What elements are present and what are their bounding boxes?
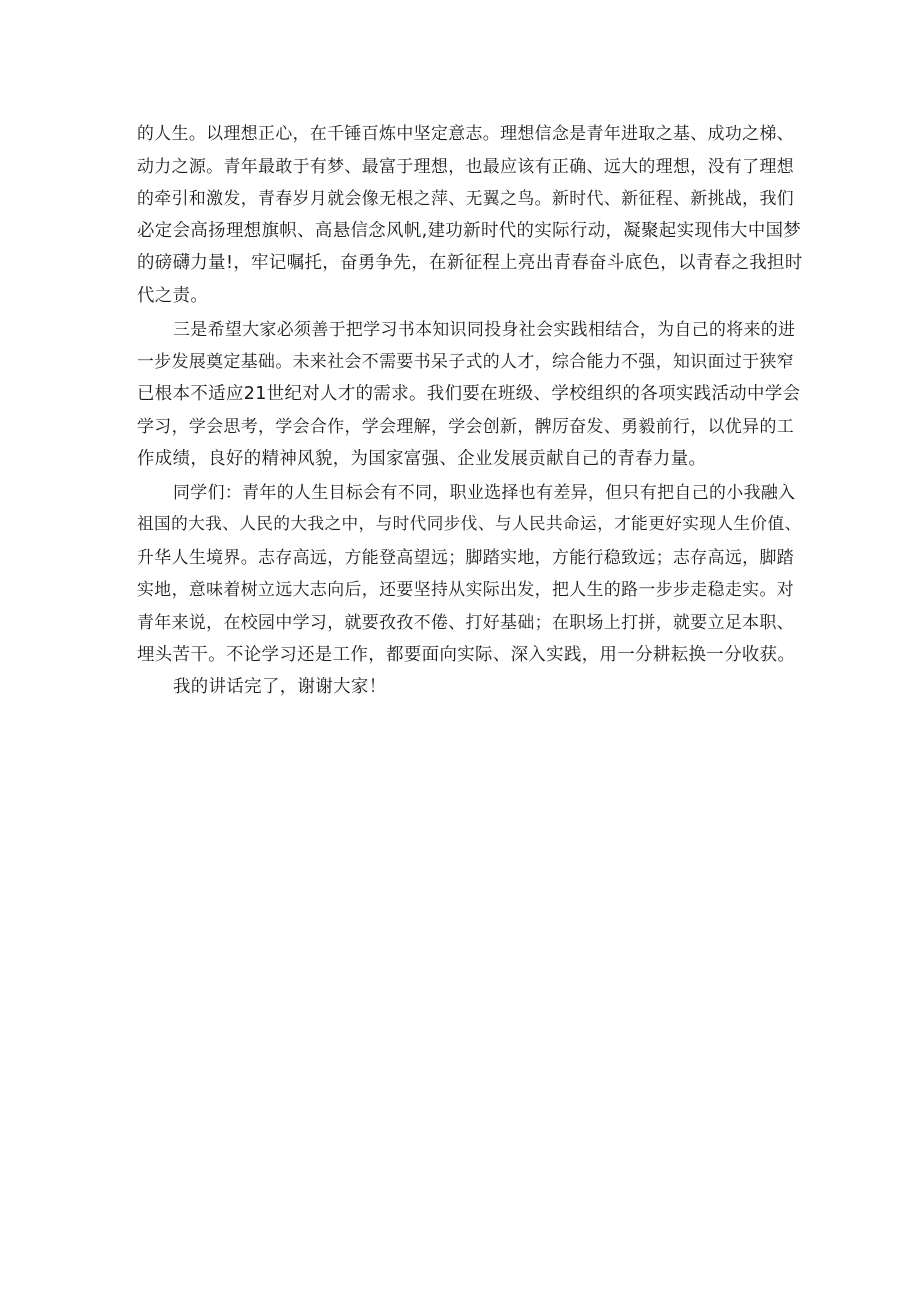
text-line: 代之责。 [137,285,209,306]
text-line: 埋头苦干。不论学习还是工作，都要面向实际、深入实践，用一分耕耘换一分收获。 [137,644,796,665]
text-line: 作成绩，良好的精神风貌，为国家富强、企业发展贡献自己的青春力量。 [137,448,707,469]
text-line: 三是希望大家必须善于把学习书本知识同投身社会实践相结合，为自己的将来的进 [173,318,796,339]
text-line: 的磅礴力量!，牢记嘱托，奋勇争先，在新征程上亮出青春奋斗底色，以青春之我担时 [137,253,803,274]
speech-body [137,117,803,704]
text-line: 的人生。以理想正心，在千锤百炼中坚定意志。理想信念是青年进取之基、成功之梯、 [137,123,795,143]
paragraph-closing [137,671,803,704]
text-line: 同学们：青年的人生目标会有不同，职业选择也有差异，但只有把自己的小我融入 [173,481,796,502]
text-line: 我的讲话完了，谢谢大家！ [173,677,387,698]
text-line: 必定会高扬理想旗帜、高悬信念风帆,建功新时代的实际行动，凝聚起实现伟大中国梦 [137,220,802,241]
text-line: 青年来说，在校园中学习，就要孜孜不倦、打好基础；在职场上打拼，就要立足本职、 [137,611,795,632]
paragraph-ideals [137,117,803,313]
text-line: 的牵引和激发，青春岁月就会像无根之萍、无翼之鸟。新时代、新征程、新挑战，我们 [137,188,795,209]
text-line: 已根本不适应21世纪对人才的需求。我们要在班级、学校组织的各项实践活动中学会 [137,383,801,404]
text-line: 祖国的大我、人民的大我之中，与时代同步伐、与人民共命运，才能更好实现人生价值、 [137,514,802,534]
text-line: 实地，意味着树立远大志向后，还要坚持从实际出发，把人生的路一步步走稳走实。对 [137,579,795,600]
paragraph-students [137,476,803,672]
text-line: 一步发展奠定基础。未来社会不需要书呆子式的人才，综合能力不强，知识面过于狭窄 [137,351,795,372]
paragraph-practice [137,313,803,476]
text-line: 学习，学会思考，学会合作，学会理解，学会创新，髀厉奋发、勇毅前行，以优异的工 [137,416,795,437]
text-line: 动力之源。青年最敢于有梦、最富于理想，也最应该有正确、远大的理想，没有了理想 [137,155,795,176]
text-line: 升华人生境界。志存高远，方能登高望远；脚踏实地，方能行稳致远；志存高远，脚踏 [137,546,795,567]
